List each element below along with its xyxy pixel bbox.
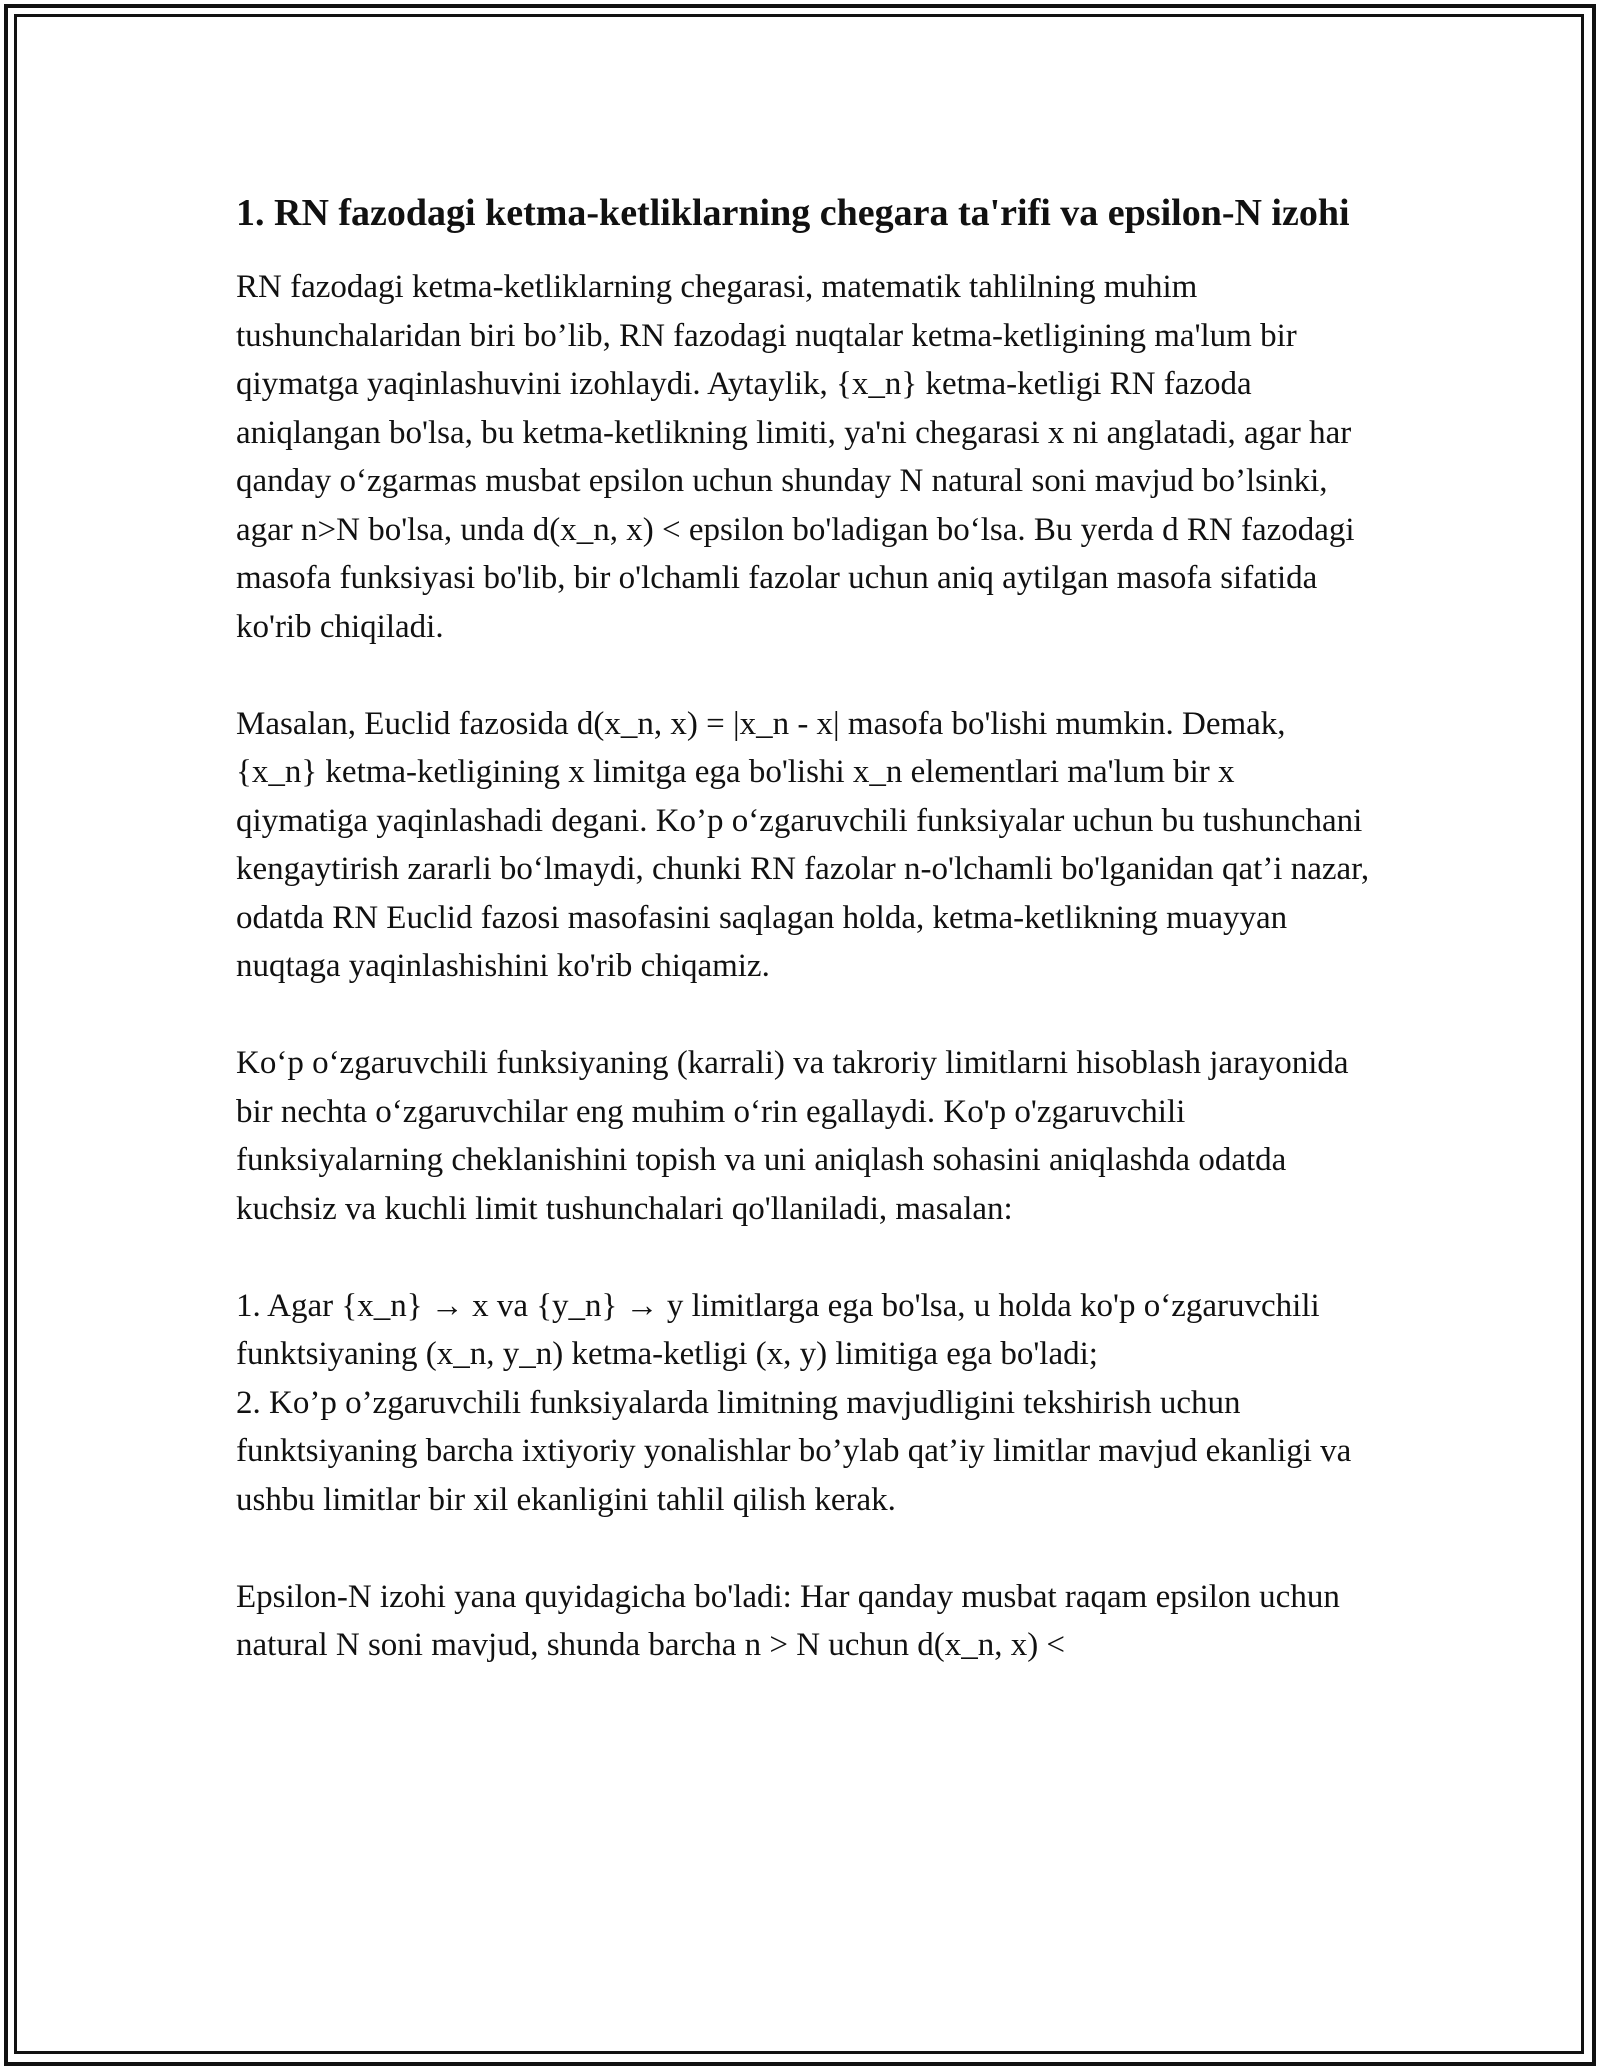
paragraph-epsilon-n: Epsilon-N izohi yana quyidagicha bo'ladi: Har qanday musbat raqam epsilon uchun natural N soni mavjud, shunda barcha n > N uchun d(x_n, x) < <box>236 1578 1340 1663</box>
list-item: 2. Ko’p o’zgaruvchili funksiyalarda limitning mavjudligini tekshirish uchun funktsiyaning barcha ixtiyoriy yonalishlar bo’ylab qat’iy limitlar mavjud ekanligi va ushbu limitlar bir xil ekanligini tahlil qilish kerak. <box>236 1384 1352 1518</box>
paragraph-limit-definition: RN fazodagi ketma-ketliklarning chegarasi, matematik tahlilning muhim tushunchalaridan biri bo’lib, RN fazodagi nuqtalar ketma-ketligining ma'lum bir qiymatga yaqinlashuvini izohlaydi. Aytaylik, {x_n} ketma-ketligi RN fazoda aniqlangan bo'lsa, bu ketma-ketlikning limiti, ya'ni chegarasi x ni anglatadi, agar har qanday o‘zgarmas musbat epsilon uchun shunday N natural soni mavjud bo’lsinki, agar n>N bo'lsa, unda d(x_n, x) < epsilon bo'ladigan bo‘lsa. Bu yerda d RN fazodagi masofa funksiyasi bo'lib, bir o'lchamli fazolar uchun aniq aytilgan masofa sifatida ko'rib chiqiladi. <box>236 269 1355 645</box>
document-body <box>236 186 1372 1718</box>
section-heading: 1. RN fazodagi ketma-ketliklarning chegara ta'rifi va epsilon-N izohi <box>236 192 1350 234</box>
paragraph-multivariable-limits: Ko‘p o‘zgaruvchili funksiyaning (karrali) va takroriy limitlarni hisoblash jarayonida bir nechta o‘zgaruvchilar eng muhim o‘rin egallaydi. Ko'p o'zgaruvchili funksiyalarning cheklanishini topish va uni aniqlash sohasini aniqlashda odatda kuchsiz va kuchli limit tushunchalari qo'llaniladi, masalan: <box>236 1045 1349 1227</box>
numbered-list <box>236 1282 1372 1525</box>
paragraph-euclid-example: Masalan, Euclid fazosida d(x_n, x) = |x_n - x| masofa bo'lishi mumkin. Demak, {x_n} ketma-ketligining x limitga ega bo'lishi x_n elementlari ma'lum bir x qiymatiga yaqinlashadi degani. Ko’p o‘zgaruvchili funksiyalar uchun bu tushunchani kengaytirish zararli bo‘lmaydi, chunki RN fazolar n-o'lchamli bo'lganidan qat’i nazar, odatda RN Euclid fazosi masofasini saqlagan holda, ketma-ketlikning muayyan nuqtaga yaqinlashishini ko'rib chiqamiz. <box>236 705 1370 984</box>
list-item: 1. Agar {x_n} → x va {y_n} → y limitlarga ega bo'lsa, u holda ko'p o‘zgaruvchili funktsiyaning (x_n, y_n) ketma-ketligi (x, y) limitiga ega bo'ladi; <box>236 1287 1320 1372</box>
